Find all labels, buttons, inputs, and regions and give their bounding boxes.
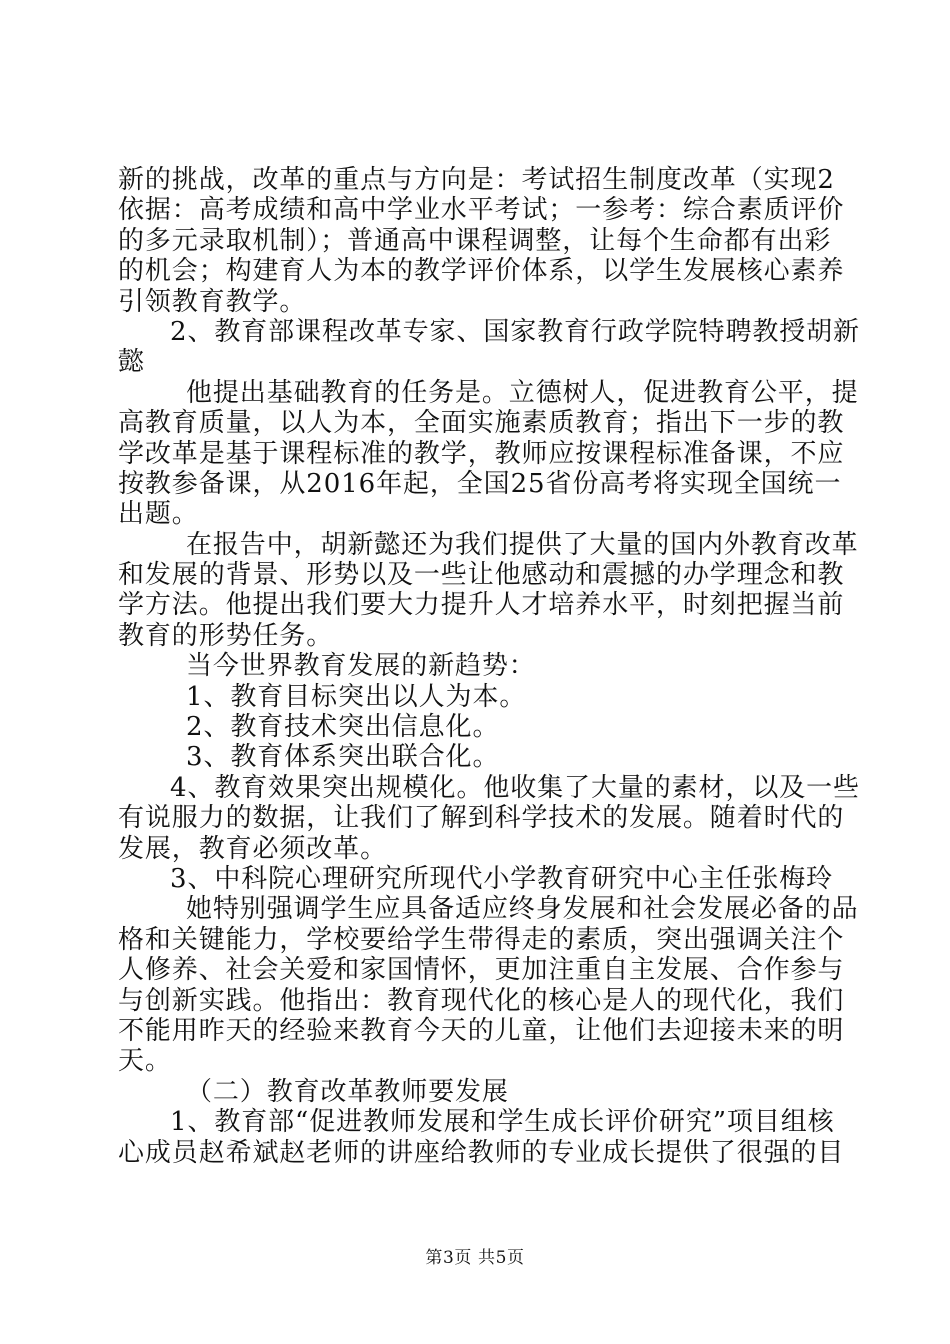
text-line: 高教育质量，以人为本，全面实施素质教育；指出下一步的教: [118, 408, 845, 439]
list-item: 2、教育技术突出信息化。: [186, 712, 500, 743]
text-line: 有说服力的数据，让我们了解到科学技术的发展。随着时代的: [118, 803, 845, 834]
text-line: 出题。: [118, 499, 199, 530]
text-line: 懿: [118, 347, 145, 378]
text-line: 引领教育教学。: [118, 286, 307, 317]
text-line: 的机会；构建育人为本的教学评价体系，以学生发展核心素养: [118, 256, 845, 287]
text-line: 心成员赵希斌赵老师的讲座给教师的专业成长提供了很强的目: [118, 1137, 845, 1168]
text-line: 教育的形势任务。: [118, 620, 334, 651]
paragraph-start: 在报告中，胡新懿还为我们提供了大量的国内外教育改革: [186, 529, 859, 560]
section-heading: 2、教育部课程改革专家、国家教育行政学院特聘教授胡新: [170, 316, 860, 347]
section-heading: 1、教育部“促进教师发展和学生成长评价研究”项目组核: [170, 1107, 835, 1138]
text-line: 按教参备课，从2016年起，全国25省份高考将实现全国统一: [118, 468, 842, 499]
text-line: 的多元录取机制）；普通高中课程调整，让每个生命都有出彩: [118, 225, 832, 256]
text-line: 学改革是基于课程标准的教学，教师应按课程标准备课，不应: [118, 438, 845, 469]
paragraph-start: 她特别强调学生应具备适应终身发展和社会发展必备的品: [186, 894, 859, 925]
document-body: [118, 165, 860, 1168]
paragraph-start: 他提出基础教育的任务是。立德树人，促进教育公平，提: [186, 377, 859, 408]
text-line: 不能用昨天的经验来教育今天的儿童，让他们去迎接未来的明: [118, 1015, 845, 1046]
list-item: 3、教育体系突出联合化。: [186, 742, 500, 773]
text-line: 天。: [118, 1046, 172, 1077]
text-line: 与创新实践。他指出：教育现代化的核心是人的现代化，我们: [118, 985, 845, 1016]
text-line: 人修养、社会关爱和家国情怀，更加注重自主发展、合作参与: [118, 955, 845, 986]
text-line: 和发展的背景、形势以及一些让他感动和震撼的办学理念和教: [118, 560, 845, 591]
text-line: 格和关键能力，学校要给学生带得走的素质，突出强调关注个: [118, 924, 845, 955]
text-line: 新的挑战，改革的重点与方向是：考试招生制度改革（实现2: [118, 165, 835, 195]
text-line: 依据：高考成绩和高中学业水平考试；一参考：综合素质评价: [118, 195, 845, 226]
page-number-footer: 第3页 共5页: [425, 1248, 525, 1268]
list-item: 1、教育目标突出以人为本。: [186, 681, 527, 712]
text-line: 学方法。他提出我们要大力提升人才培养水平，时刻把握当前: [118, 590, 845, 621]
paragraph-start: 当今世界教育发展的新趋势：: [186, 651, 536, 682]
text-line: 发展，教育必须改革。: [118, 833, 388, 864]
section-heading: （二）教育改革教师要发展: [186, 1076, 509, 1107]
section-heading: 3、中科院心理研究所现代小学教育研究中心主任张梅玲: [170, 863, 834, 894]
list-item: 4、教育效果突出规模化。他收集了大量的素材，以及一些: [170, 772, 860, 803]
